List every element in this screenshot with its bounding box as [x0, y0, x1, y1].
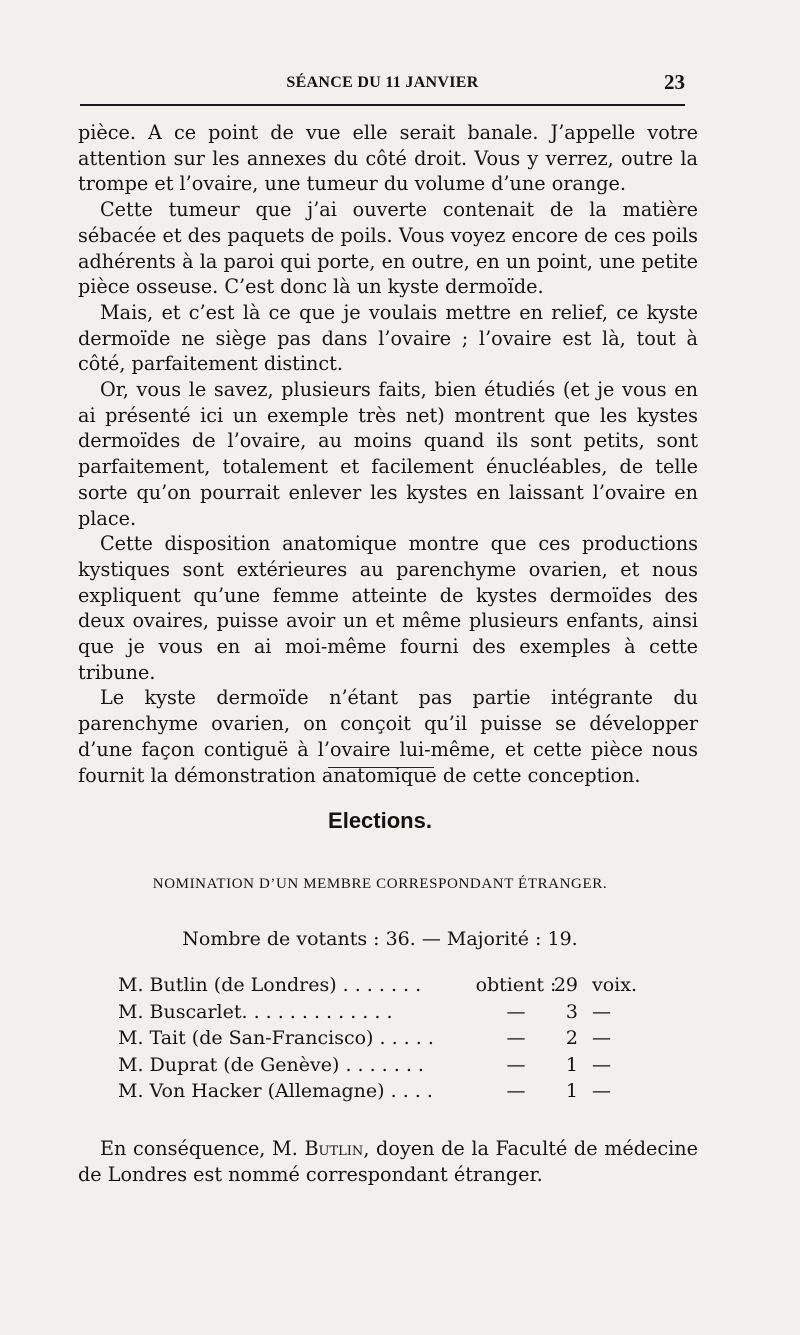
candidate-name: M. Butlin (de Londres) . . . . . . . — [118, 974, 422, 996]
paragraph: Cette disposition anatomique montre que ces productions kystiques sont extérieures au parenchyme ovarien, et nous expliquent qu’une femme atteinte de kystes dermoïdes des deux ovaires, puisse avoir un et même plusieurs enfants, ainsi que je vous en ai moi-même fourni des exemples à cette tribune. — [78, 532, 698, 684]
vote-label: — — [506, 1027, 526, 1049]
result-row — [118, 972, 648, 999]
vote-unit: — — [592, 1053, 611, 1076]
vote-unit: — — [592, 1000, 611, 1023]
vote-unit: — — [592, 1027, 611, 1049]
paragraph: Cette tumeur que j’ai ouverte contenait de la matière sébacée et des paquets de poils. Vous voyez encore de ces poils adhérents à la paroi qui porte, en outre, en un point, une petite pièce osseuse. C’est donc là un kyste dermoïde. — [78, 198, 698, 299]
result-row — [118, 1078, 648, 1105]
result-row — [118, 1052, 648, 1079]
votes-summary: Nombre de votants : 36. — Majorité : 19. — [182, 928, 578, 950]
candidate-name: M. Buscarlet. . . . . . . . . . . . . — [118, 1000, 393, 1023]
section-title: Elections. — [328, 808, 432, 833]
vote-count: 1 — [565, 1053, 578, 1076]
vote-count: 1 — [565, 1080, 578, 1102]
vote-label: — — [506, 1080, 526, 1102]
section-subtitle: NOMINATION D’UN MEMBRE CORRESPONDANT ÉTRANGER. — [152, 876, 608, 892]
vote-unit: — — [592, 1080, 611, 1102]
header-rule — [80, 104, 685, 106]
paragraph: Le kyste dermoïde n’étant pas partie intégrante du parenchyme ovarien, on conçoit qu’il puisse se développer d’une façon contiguë à l’ovaire lui-même, et cette pièce nous fournit la démonstration anatomique de cette conception. — [78, 686, 698, 787]
member-name: Butlin — [304, 1137, 364, 1160]
vote-label: — — [506, 1053, 526, 1076]
vote-count: 29 — [553, 974, 578, 996]
candidate-name: M. Tait (de San-Francisco) . . . . . — [118, 1027, 434, 1049]
header-title: SÉANCE DU 11 JANVIER — [286, 74, 479, 91]
result-row — [118, 999, 648, 1026]
conclusion-before: En conséquence, M. — [100, 1137, 305, 1160]
conclusion-after: , doyen de la Faculté de médecine de Londres est nommé correspondant étranger. — [78, 1137, 698, 1186]
candidate-name: M. Duprat (de Genève) . . . . . . . — [118, 1053, 424, 1076]
paragraph: Mais, et c’est là ce que je voulais mettre en relief, ce kyste dermoïde ne siège pas dans l’ovaire ; l’ovaire est là, tout à côté, parfaitement distinct. — [78, 300, 698, 376]
vote-label: — — [506, 1000, 526, 1023]
vote-count: 3 — [565, 1000, 578, 1023]
conclusion-paragraph — [78, 1136, 698, 1188]
result-row — [118, 1025, 648, 1052]
running-header — [80, 66, 685, 106]
paragraph: Or, vous le savez, plusieurs faits, bien étudiés (et je vous en ai présenté ici un exemple très net) montrent que les kystes dermoïdes de l’ovaire, au moins quand ils sont petits, sont parfaitement, totalement et facilement énucléables, de telle sorte qu’on pourrait enlever les kystes en laissant l’ovaire en place. — [78, 378, 698, 530]
vote-label: obtient : — [475, 974, 557, 996]
results-table — [118, 972, 648, 1105]
page-number: 23 — [664, 70, 685, 94]
vote-unit: voix. — [592, 974, 638, 996]
section-separator — [328, 767, 434, 768]
body-text — [78, 120, 698, 788]
candidate-name: M. Von Hacker (Allemagne) . . . . — [118, 1080, 433, 1102]
paragraph: pièce. A ce point de vue elle serait banale. J’appelle votre attention sur les annexes du côté droit. Vous y verrez, outre la trompe et l’ovaire, une tumeur du volume d’une orange. — [78, 121, 698, 196]
vote-count: 2 — [565, 1027, 578, 1049]
conclusion-text — [78, 1136, 698, 1188]
